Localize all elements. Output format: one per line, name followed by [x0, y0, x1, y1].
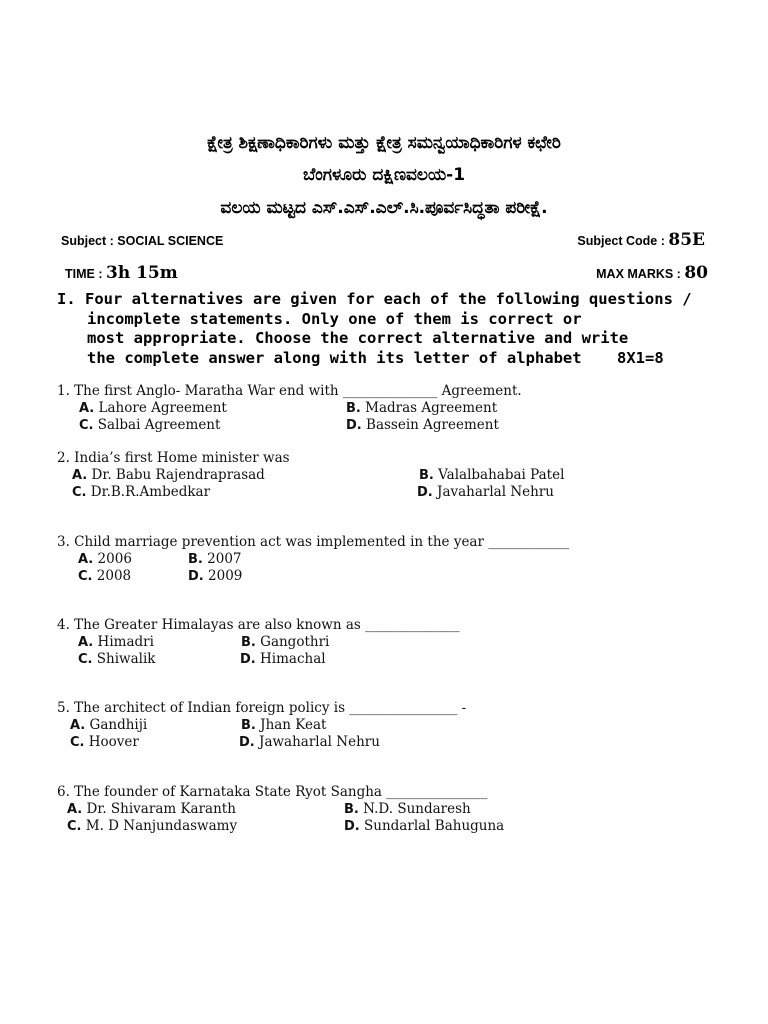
option-text: Himadri	[97, 634, 154, 650]
max-marks-value: 80	[684, 263, 708, 283]
option-text: Madras Agreement	[365, 400, 498, 416]
max-marks-line	[596, 263, 708, 283]
option-text: Himachal	[260, 651, 326, 667]
option-a	[67, 801, 236, 819]
option-letter: D.	[417, 485, 433, 500]
option-b	[241, 717, 326, 735]
option-b	[188, 551, 242, 569]
subject-line	[61, 234, 223, 248]
question-stem: 3. Child marriage prevention act was implemented in the year ____________	[57, 534, 570, 550]
subject-label: Subject :	[61, 234, 114, 248]
office-title: ಕ್ಷೇತ್ರ ಶಿಕ್ಷಣಾಧಿಕಾರಿಗಳು ಮತ್ತು ಕ್ಷೇತ್ರ ಸಮನ್ವಯಾಧಿಕಾರಿಗಳ ಕಛೇರಿ	[207, 133, 561, 153]
instruction-line: I. Four alternatives are given for each of the following questions /	[57, 290, 692, 308]
option-letter: C.	[78, 652, 93, 667]
time-line	[65, 263, 178, 283]
option-a	[78, 551, 132, 569]
option-text: Lahore Agreement	[98, 400, 227, 416]
option-letter: D.	[240, 652, 256, 667]
option-b	[346, 400, 497, 418]
option-text: Gandhiji	[89, 717, 148, 733]
option-letter: D.	[239, 735, 255, 750]
option-letter: B.	[346, 401, 361, 416]
instruction-text: the complete answer along with its letter of alphabet	[87, 348, 582, 367]
zone-title: ಬೆಂಗಳೂರು ದಕ್ಷಿಣವಲಯ-1	[302, 165, 466, 185]
option-c	[70, 734, 139, 752]
option-d	[417, 484, 554, 502]
subject-code-value: 85E	[668, 230, 705, 250]
question-1	[57, 383, 522, 433]
option-d	[344, 818, 504, 836]
question-stem: 1. The first Anglo- Maratha War end with ______________ Agreement.	[57, 383, 522, 399]
option-text: Hoover	[88, 734, 139, 750]
option-text: Salbai Agreement	[97, 417, 221, 433]
option-letter: B.	[241, 635, 256, 650]
option-text: Bassein Agreement	[366, 417, 499, 433]
question-stem: 4. The Greater Himalayas are also known as ______________	[57, 617, 460, 633]
option-letter: A.	[78, 635, 94, 650]
question-6	[57, 784, 505, 834]
option-letter: A.	[78, 552, 94, 567]
option-letter: B.	[241, 718, 256, 733]
section-marks: 8X1=8	[617, 348, 664, 367]
option-letter: A.	[67, 802, 83, 817]
question-4	[57, 617, 460, 667]
option-text: Sundarlal Bahuguna	[364, 818, 505, 834]
option-text: Javaharlal Nehru	[437, 484, 554, 500]
option-letter: D.	[188, 569, 204, 584]
option-letter: C.	[78, 569, 93, 584]
exam-title: ವಲಯ ಮಟ್ಟದ ಎಸ್.ಎಸ್.ಎಲ್.ಸಿ.ಪೂರ್ವಸಿದ್ಧತಾ ಪರೀಕ್ಷೆ.	[220, 198, 548, 218]
option-letter: A.	[70, 718, 86, 733]
time-label: TIME :	[65, 267, 103, 281]
option-letter: B.	[344, 802, 359, 817]
option-letter: D.	[346, 418, 362, 433]
question-stem: 6. The founder of Karnataka State Ryot Sangha _______________	[57, 784, 488, 800]
instruction-line: incomplete statements. Only one of them is correct or	[87, 309, 582, 328]
option-text: 2006	[97, 551, 132, 567]
option-text: 2009	[208, 568, 243, 584]
option-text: N.D. Sundaresh	[363, 801, 471, 817]
option-text: Jhan Keat	[260, 717, 327, 733]
option-text: M. D Nanjundaswamy	[85, 818, 238, 834]
max-marks-label: MAX MARKS :	[596, 267, 681, 281]
option-text: Dr.B.R.Ambedkar	[90, 484, 211, 500]
option-letter: C.	[79, 418, 94, 433]
option-letter: B.	[188, 552, 203, 567]
option-letter: B.	[419, 468, 434, 483]
option-text: Gangothri	[260, 634, 330, 650]
option-d	[346, 417, 499, 435]
option-text: Dr. Shivaram Karanth	[86, 801, 236, 817]
option-b	[344, 801, 471, 819]
option-c	[78, 568, 131, 586]
option-text: Dr. Babu Rajendraprasad	[91, 467, 265, 483]
question-5	[57, 700, 467, 750]
option-letter: C.	[67, 819, 82, 834]
option-a	[78, 634, 154, 652]
question-stem: 5. The architect of Indian foreign policy is ________________ -	[57, 700, 467, 716]
option-c	[72, 484, 210, 502]
subject-code-line	[577, 230, 705, 250]
option-letter: A.	[72, 468, 88, 483]
option-text: Valalbahabai Patel	[438, 467, 565, 483]
option-c	[79, 417, 220, 435]
section-instructions	[57, 290, 697, 368]
question-2	[57, 450, 565, 500]
question-3	[57, 534, 570, 584]
option-letter: C.	[72, 485, 87, 500]
option-text: Jawaharlal Nehru	[259, 734, 380, 750]
instruction-line	[57, 349, 697, 369]
option-letter: D.	[344, 819, 360, 834]
option-d	[240, 651, 326, 669]
time-value: 3h 15m	[105, 263, 178, 283]
option-c	[78, 651, 155, 669]
option-text: 2007	[207, 551, 242, 567]
subject-value: SOCIAL SCIENCE	[117, 234, 224, 248]
option-d	[188, 568, 242, 586]
option-c	[67, 818, 237, 836]
option-a	[72, 467, 265, 485]
option-d	[239, 734, 380, 752]
option-letter: A.	[79, 401, 95, 416]
instruction-line: most appropriate. Choose the correct alternative and write	[87, 329, 629, 347]
option-b	[241, 634, 329, 652]
question-stem: 2. India’s first Home minister was	[57, 450, 290, 466]
option-text: 2008	[96, 568, 132, 584]
option-b	[419, 467, 564, 485]
subject-code-label: Subject Code :	[577, 234, 665, 248]
option-text: Shiwalik	[96, 651, 156, 667]
option-a	[79, 400, 227, 418]
option-a	[70, 717, 147, 735]
option-letter: C.	[70, 735, 85, 750]
